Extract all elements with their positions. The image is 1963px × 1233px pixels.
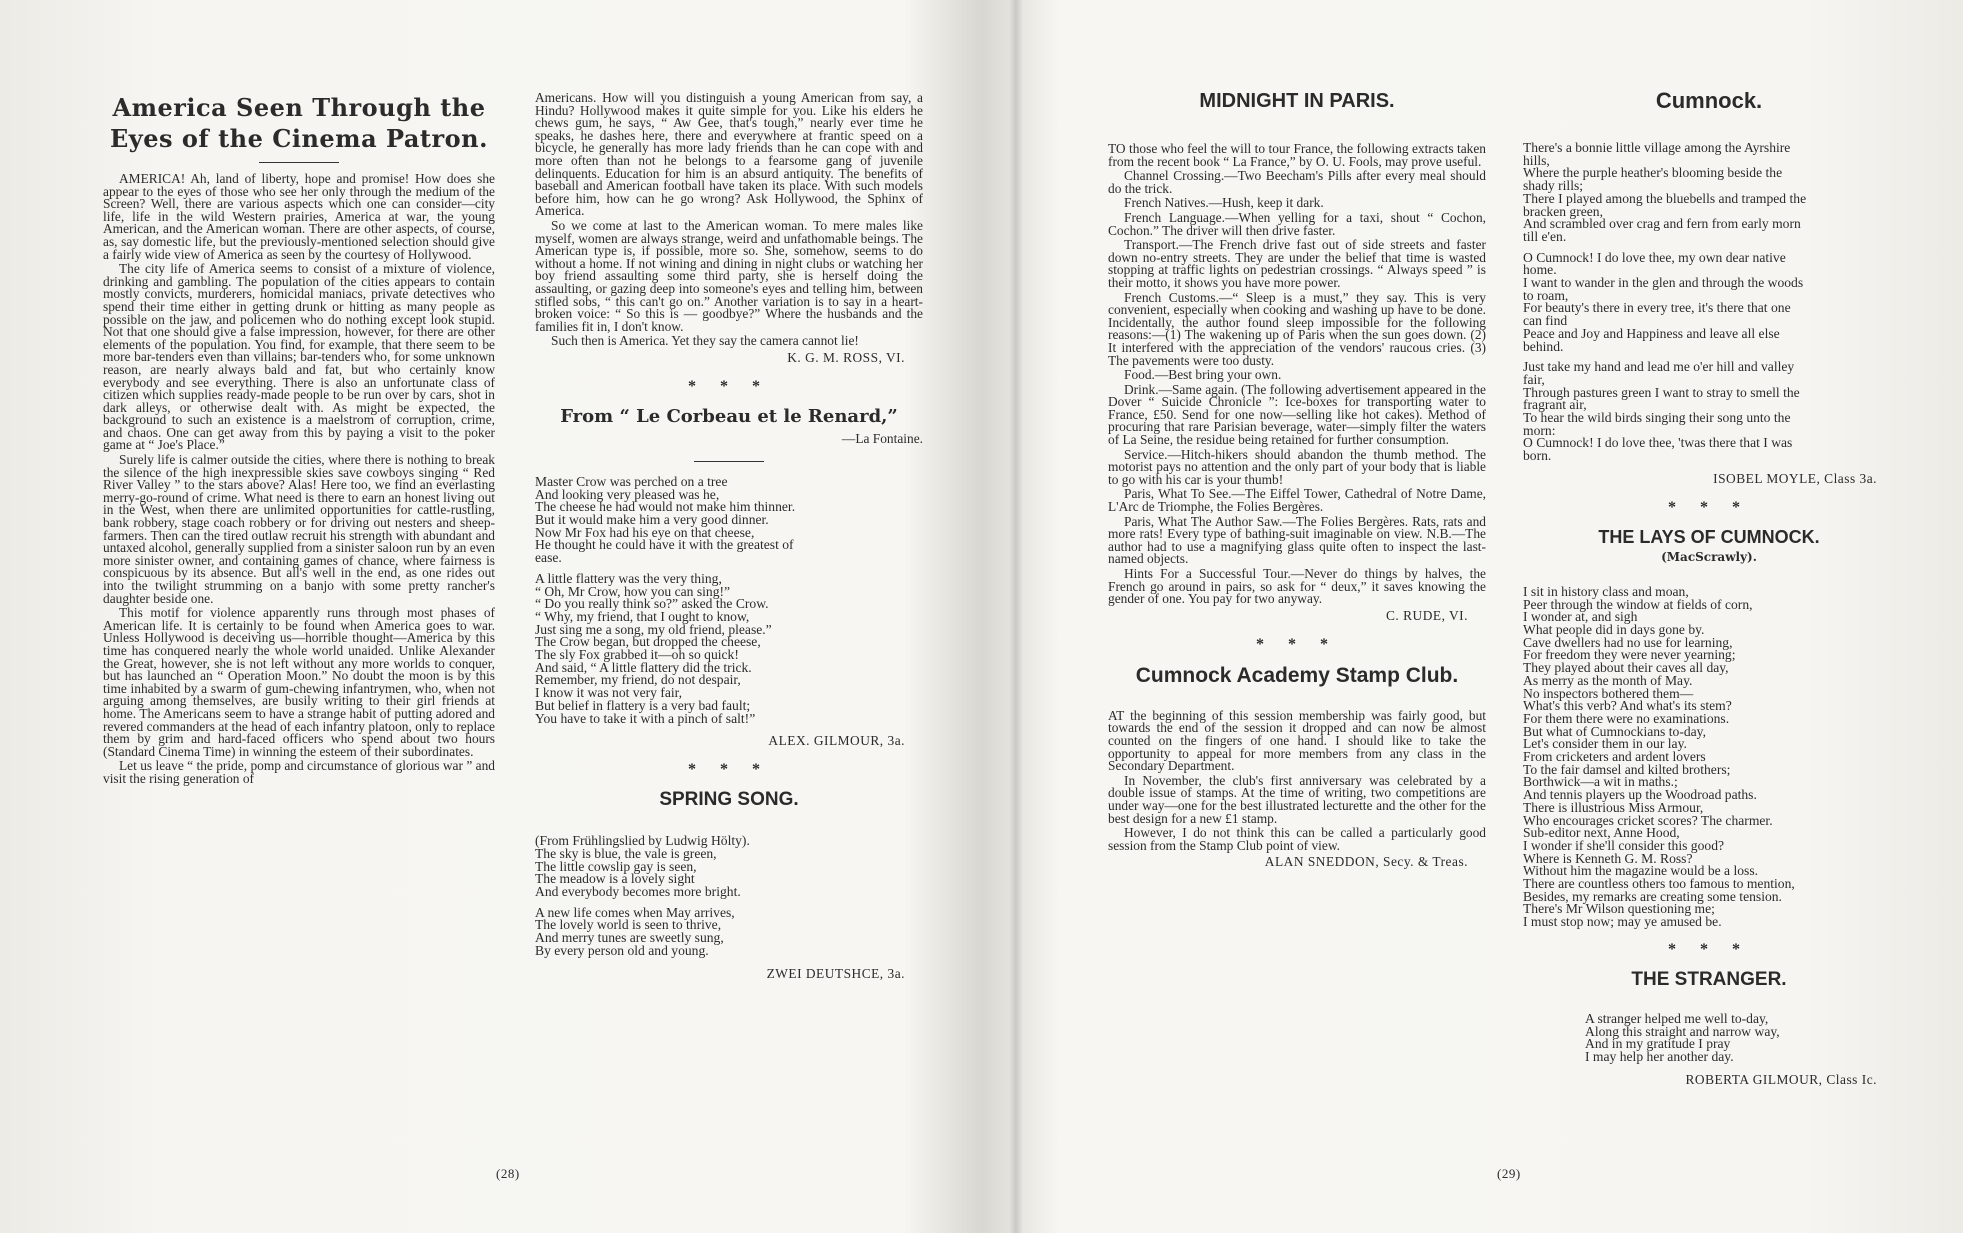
article-paragraph: However, I do not think this can be called a particularly good session from the Stamp Club point of view. xyxy=(1108,825,1486,853)
right-page-column-1 xyxy=(1108,78,1486,1158)
article-paragraph: In November, the club's first anniversary was celebrated by a double issue of stamps. At the time of writing, two competitions are under way—one for the best illustrated lecturette and the other for the best design for a new £1 stamp. xyxy=(1108,772,1486,826)
article-paragraph: Drink.—Same again. (The following advertisement appeared in the Dover “ Suicide Chronicle ”: Ice-boxes for transporting water to France, £50. Send for one now—selling like hot cakes). Method of procuring that rare Parisian beverage, water—simply filter the waters of La Seine, the residue being retained for further consumption. xyxy=(1108,381,1486,448)
article-paragraph: TO those who feel the will to tour France, the following extracts taken from the recent book “ La France,” by O. U. Fools, may prove useful. xyxy=(1108,141,1486,169)
poem-stanza: O Cumnock! I do love thee, my own dear native home. I want to wander in the glen and through the woods to roam, For beauty's there in every tree, it's there that one can find Peace and Joy and Happiness and leave all else behind. xyxy=(1523,249,1804,354)
article-paragraph: French Natives.—Hush, keep it dark. xyxy=(1124,195,1324,211)
article-paragraph: AT the beginning of this session membership was fairly good, but towards the end of the session it dropped and can now be almost counted on the fingers of one hand. I should like to take the opportunity to appeal for more members from any class in the Secondary Department. xyxy=(1108,707,1486,774)
article-paragraph: Let us leave “ the pride, pomp and circumstance of glorious war ” and visit the rising generation of xyxy=(103,758,495,786)
poem-subtitle: (MacScrawly). xyxy=(1661,549,1757,564)
article-title-stamp-club: Cumnock Academy Stamp Club. xyxy=(1135,663,1459,687)
title-rule xyxy=(694,461,764,462)
poem-title-corbeau: From “ Le Corbeau et le Renard,” xyxy=(560,405,898,427)
page-gutter xyxy=(1009,0,1023,1233)
article-paragraph: Surely life is calmer outside the cities, where there is nothing to break the silence of the high inexpressible skies save cowboys singing “ Red River Valley ” to the stars above? Alas! Here too, we find an everlasting merry-go-round of crime. What need is there to earn an honest living out in the West, when there are unlimited opportunities for cattle-rustling, bank robbery, stage coach robbery or for driving out nesters and sheep-farmers. Then can the tired outlaw recruit his strength with abundant and untaxed alcohol, generally supplied from a sinister saloon run by an even more sinister owner, and containing games of chance, where fairness is conspicuous by its absence. But all's well in the end, as one rides out into the twilight strumming on a banjo with some pretty rancher's daughter beside one. xyxy=(103,452,495,606)
section-divider-stars: * * * xyxy=(1668,940,1750,958)
article-paragraph: This motif for violence apparently runs through most phases of American life. It is certainly to be found when America goes to war. Unless Hollywood is deceiving us—horrible thought—America by this time has conquered nearly the whole world unaided. Unlike Alexander the Great, however, she is not left without any more worlds to conquer, but has launched an “ Operation Moon.” No doubt the moon is by this time inhabited by a swarm of gum-chewing infantrymen, who, when not arguing among themselves, are busily writing to their girl friends at home. The Americans seem to have a strange habit of putting adored and revered commanders at the head of each infantry platoon, only to replace them by grim and hard-faced officers who spend about two hours (Standard Cinema Time) in winning the esteem of their subordinates. xyxy=(103,605,495,759)
article-paragraph: Paris, What The Author Saw.—The Folies Bergères. Rats, rats and more rats! Every type of bathing-suit imaginable on view. N.B.—The author had to use a magnifying glass quite often to inspect the last-named objects. xyxy=(1108,513,1486,567)
article-paragraph: French Language.—When yelling for a taxi, shout “ Cochon, Cochon.” The driver will then drive faster. xyxy=(1108,209,1486,238)
poem-title-the-stranger: THE STRANGER. xyxy=(1631,968,1787,990)
left-page-column-2 xyxy=(535,92,923,1172)
section-divider-stars: * * * xyxy=(1256,635,1338,653)
author-signature: ROBERTA GILMOUR, Class Ic. xyxy=(1685,1071,1877,1087)
poem-attribution: —La Fontaine. xyxy=(841,430,923,446)
article-paragraph: Transport.—The French drive fast out of side streets and faster down no-entry streets. They are under the belief that time is wasted stopping at traffic lights on pedestrian crossings. “ Always speed ” is their motto, it shows you have more power. xyxy=(1108,237,1486,290)
poem-stanza: A little flattery was the very thing, “ Oh, Mr Crow, how you can sing!” “ Do you really think so?” asked the Crow. “ Why, my friend, that I ought to know, Just sing me a song, my old friend, please.” The Crow began, but dropped the cheese, The sly Fox grabbed it—oh so quick! And said, “ A little flattery did the trick. Remember, my friend, do not despair, I know it was not very fair, But belief in flattery is a very bad fault; You have to take it with a pinch of salt!” xyxy=(535,570,772,726)
author-signature: ALEX. GILMOUR, 3a. xyxy=(768,733,905,749)
poem-title-spring-song: SPRING SONG. xyxy=(659,789,799,811)
article-paragraph: Americans. How will you distinguish a young American from say, a Hindu? Hollywood makes it quite simple for you. Like his elders he chews gum, he says, “ Aw Gee, that's tough,” nearly ever time he speaks, he dashes here, there and everywhere at frantic speed on a bicycle, he generally has more lady friends than he can cope with and more often than not he belongs to a fearsome gang of juvenile delinquents. Education for him is an absurd antiquity. The benefits of baseball and American football have taken its place. With such models before him, how can he go wrong? Ask Hollywood, the Sphinx of America. xyxy=(535,92,923,219)
poem-stanza: A new life comes when May arrives, The lovely world is seen to thrive, And merry tunes are sweetly sung, By every person old and young. xyxy=(535,904,735,958)
author-signature: K. G. M. ROSS, VI. xyxy=(787,349,905,365)
article-paragraph: Service.—Hitch-hikers should abandon the thumb method. The motorist pays no attention and the only part of your body that is liable to go with his car is your thumb! xyxy=(1108,446,1486,487)
author-signature: ZWEI DEUTSHCE, 3a. xyxy=(766,965,905,981)
article-paragraph: Channel Crossing.—Two Beecham's Pills after every meal should do the trick. xyxy=(1108,168,1486,196)
section-divider-stars: * * * xyxy=(688,377,770,395)
section-divider-stars: * * * xyxy=(1668,498,1750,516)
article-title-midnight-in-paris: MIDNIGHT IN PARIS. xyxy=(1199,90,1395,112)
left-page-column-1 xyxy=(103,78,495,1158)
poem-stanza: There's a bonnie little village among the Ayrshire hills, Where the purple heather's blooming beside the shady rills; There I played among the bluebells and tramped the bracken green, And scrambled over crag and fern from early morn till e'en. xyxy=(1523,140,1807,244)
article-paragraph: The city life of America seems to consist of a mixture of violence, drinking and gambling. The population of the cities appears to contain mostly convicts, murderers, homicidal maniacs, private detectives who spend their time either in getting drunk or hitting as many people as possible on the jaw, and policemen who do nothing except look stupid. Not that one should give a false impression, however, for there are other elements of the population. You find, for example, that there seem to be more bar-tenders even than villains; bar-tenders who, for some unknown reason, are nearly always bald and fat, but who certainly know everybody and see everything. There is also an unfortunate class of citizen which supplies ready-made people to be run over by cars, shot in dark alleys, or otherwise dealt with. As might be expected, the background to such an existence is a maelstrom of corruption, crime, and chaos. One can get away from this by paying a visit to the poker game at “ Joe's Place.” xyxy=(103,261,495,453)
poem-stanza: I sit in history class and moan, Peer through the window at fields of corn, I wonder at, and sigh What people did in days gone by. Cave dwellers had no use for learning, For freedom they were never yearning; They played about their caves all day, As merry as the month of May. No inspectors bothered them— What's this verb? And what's its stem? For them there were no examinations. But what of Cumnockians to-day, Let's consider them in our lay. From cricketers and ardent lovers To the fair damsel and kilted brothers; Borthwick—a wit in maths.; And tennis players up the Woodroad paths. There is illustrious Miss Armour, Who encourages cricket scores? The charmer. Sub-editor next, Anne Hood, I wonder if she'll consider this good? Where is Kenneth G. M. Ross? Without him the magazine would be a loss. There are countless others too famous to mention, Besides, my remarks are creating some tension. There's Mr Wilson questioning me; I must stop now; may ye amused be. xyxy=(1523,583,1795,930)
author-signature: ALAN SNEDDON, Secy. & Treas. xyxy=(1264,854,1468,870)
article-paragraph: Paris, What To See.—The Eiffel Tower, Cathedral of Notre Dame, L'Arc de Triomphe, the Folies Bergères. xyxy=(1108,486,1486,515)
title-rule xyxy=(259,162,339,163)
poem-title-lays-of-cumnock: THE LAYS OF CUMNOCK. xyxy=(1598,526,1820,547)
author-signature: C. RUDE, VI. xyxy=(1385,607,1468,623)
poem-stanza: A stranger helped me well to-day, Along this straight and narrow way, And in my gratitude I pray I may help her another day. xyxy=(1585,1010,1780,1064)
right-page-column-2 xyxy=(1523,78,1895,1158)
article-paragraph: Hints For a Successful Tour.—Never do things by halves, the French go around in pairs, so ask for “ deux,” it saves knowing the gender of one. You pay for two anyway. xyxy=(1108,566,1486,607)
author-signature: ISOBEL MOYLE, Class 3a. xyxy=(1713,470,1877,486)
poem-stanza: Master Crow was perched on a tree And looking very pleased was he, The cheese he had would not make him thinner. But it would make him a very good dinner. Now Mr Fox had his eye on that cheese, He thought he could have it with the greatest of ease. xyxy=(535,473,796,566)
poem-title-cumnock: Cumnock. xyxy=(1655,88,1763,113)
page-number-left: (28) xyxy=(496,1166,520,1181)
article-paragraph: Food.—Best bring your own. xyxy=(1124,367,1282,383)
article-paragraph: French Customs.—“ Sleep is a must,” they say. This is very convenient, especially when cooking and washing up have to be done. Incidentally, the author found sleep impossible for the following reasons:—(1) The wakening up of Paris when the sun goes down. (2) It interfered with the appreciation of the vendors' raucous cries. (3) The pavements were too dusty. xyxy=(1108,289,1486,368)
article-paragraph: AMERICA! Ah, land of liberty, hope and promise! How does she appear to the eyes of those who see her only through the medium of the Screen? Well, there are various aspects which one can consider—city life, life in the wild Western prairies, America at war, the young American, and the American woman. There are other aspects, of course, as, say domestic life, but the previously-mentioned selection should give a fairly wide view of America as seen by the courtesy of Hollywood. xyxy=(103,171,495,262)
page-number-right: (29) xyxy=(1497,1166,1521,1181)
article-paragraph: So we come at last to the American woman. To mere males like myself, women are always strange, weird and unfathomable beings. The American type is, if possible, more so. She, somehow, seems to do without a home. If not wining and dining in night clubs or watching her boy friend assaulting some third party, she is herself doing the assaulting, or gazing deep into someone's eyes and telling him, between stifled sobs, “ this can't go on.” Another variation is to say in a heart-broken voice: “ So this is — goodbye?” Where the husbands and the families fit in, I don't know. xyxy=(535,217,923,334)
section-divider-stars: * * * xyxy=(688,761,770,779)
article-title-america: America Seen Through the Eyes of the Cinema Patron. xyxy=(110,93,488,153)
poem-stanza: Just take my hand and lead me o'er hill and valley fair, Through pastures green I want to stray to smell the fragrant air, To hear the wild birds singing their song unto the morn: O Cumnock! I do love thee, 'twas there that I was born. xyxy=(1523,359,1800,464)
poem-stanza: (From Frühlingslied by Ludwig Hölty). The sky is blue, the vale is green, The little cowslip gay is seen, The meadow is a lovely sight And everybody becomes more bright. xyxy=(535,833,750,900)
article-paragraph: Such then is America. Yet they say the camera cannot lie! xyxy=(551,333,859,349)
